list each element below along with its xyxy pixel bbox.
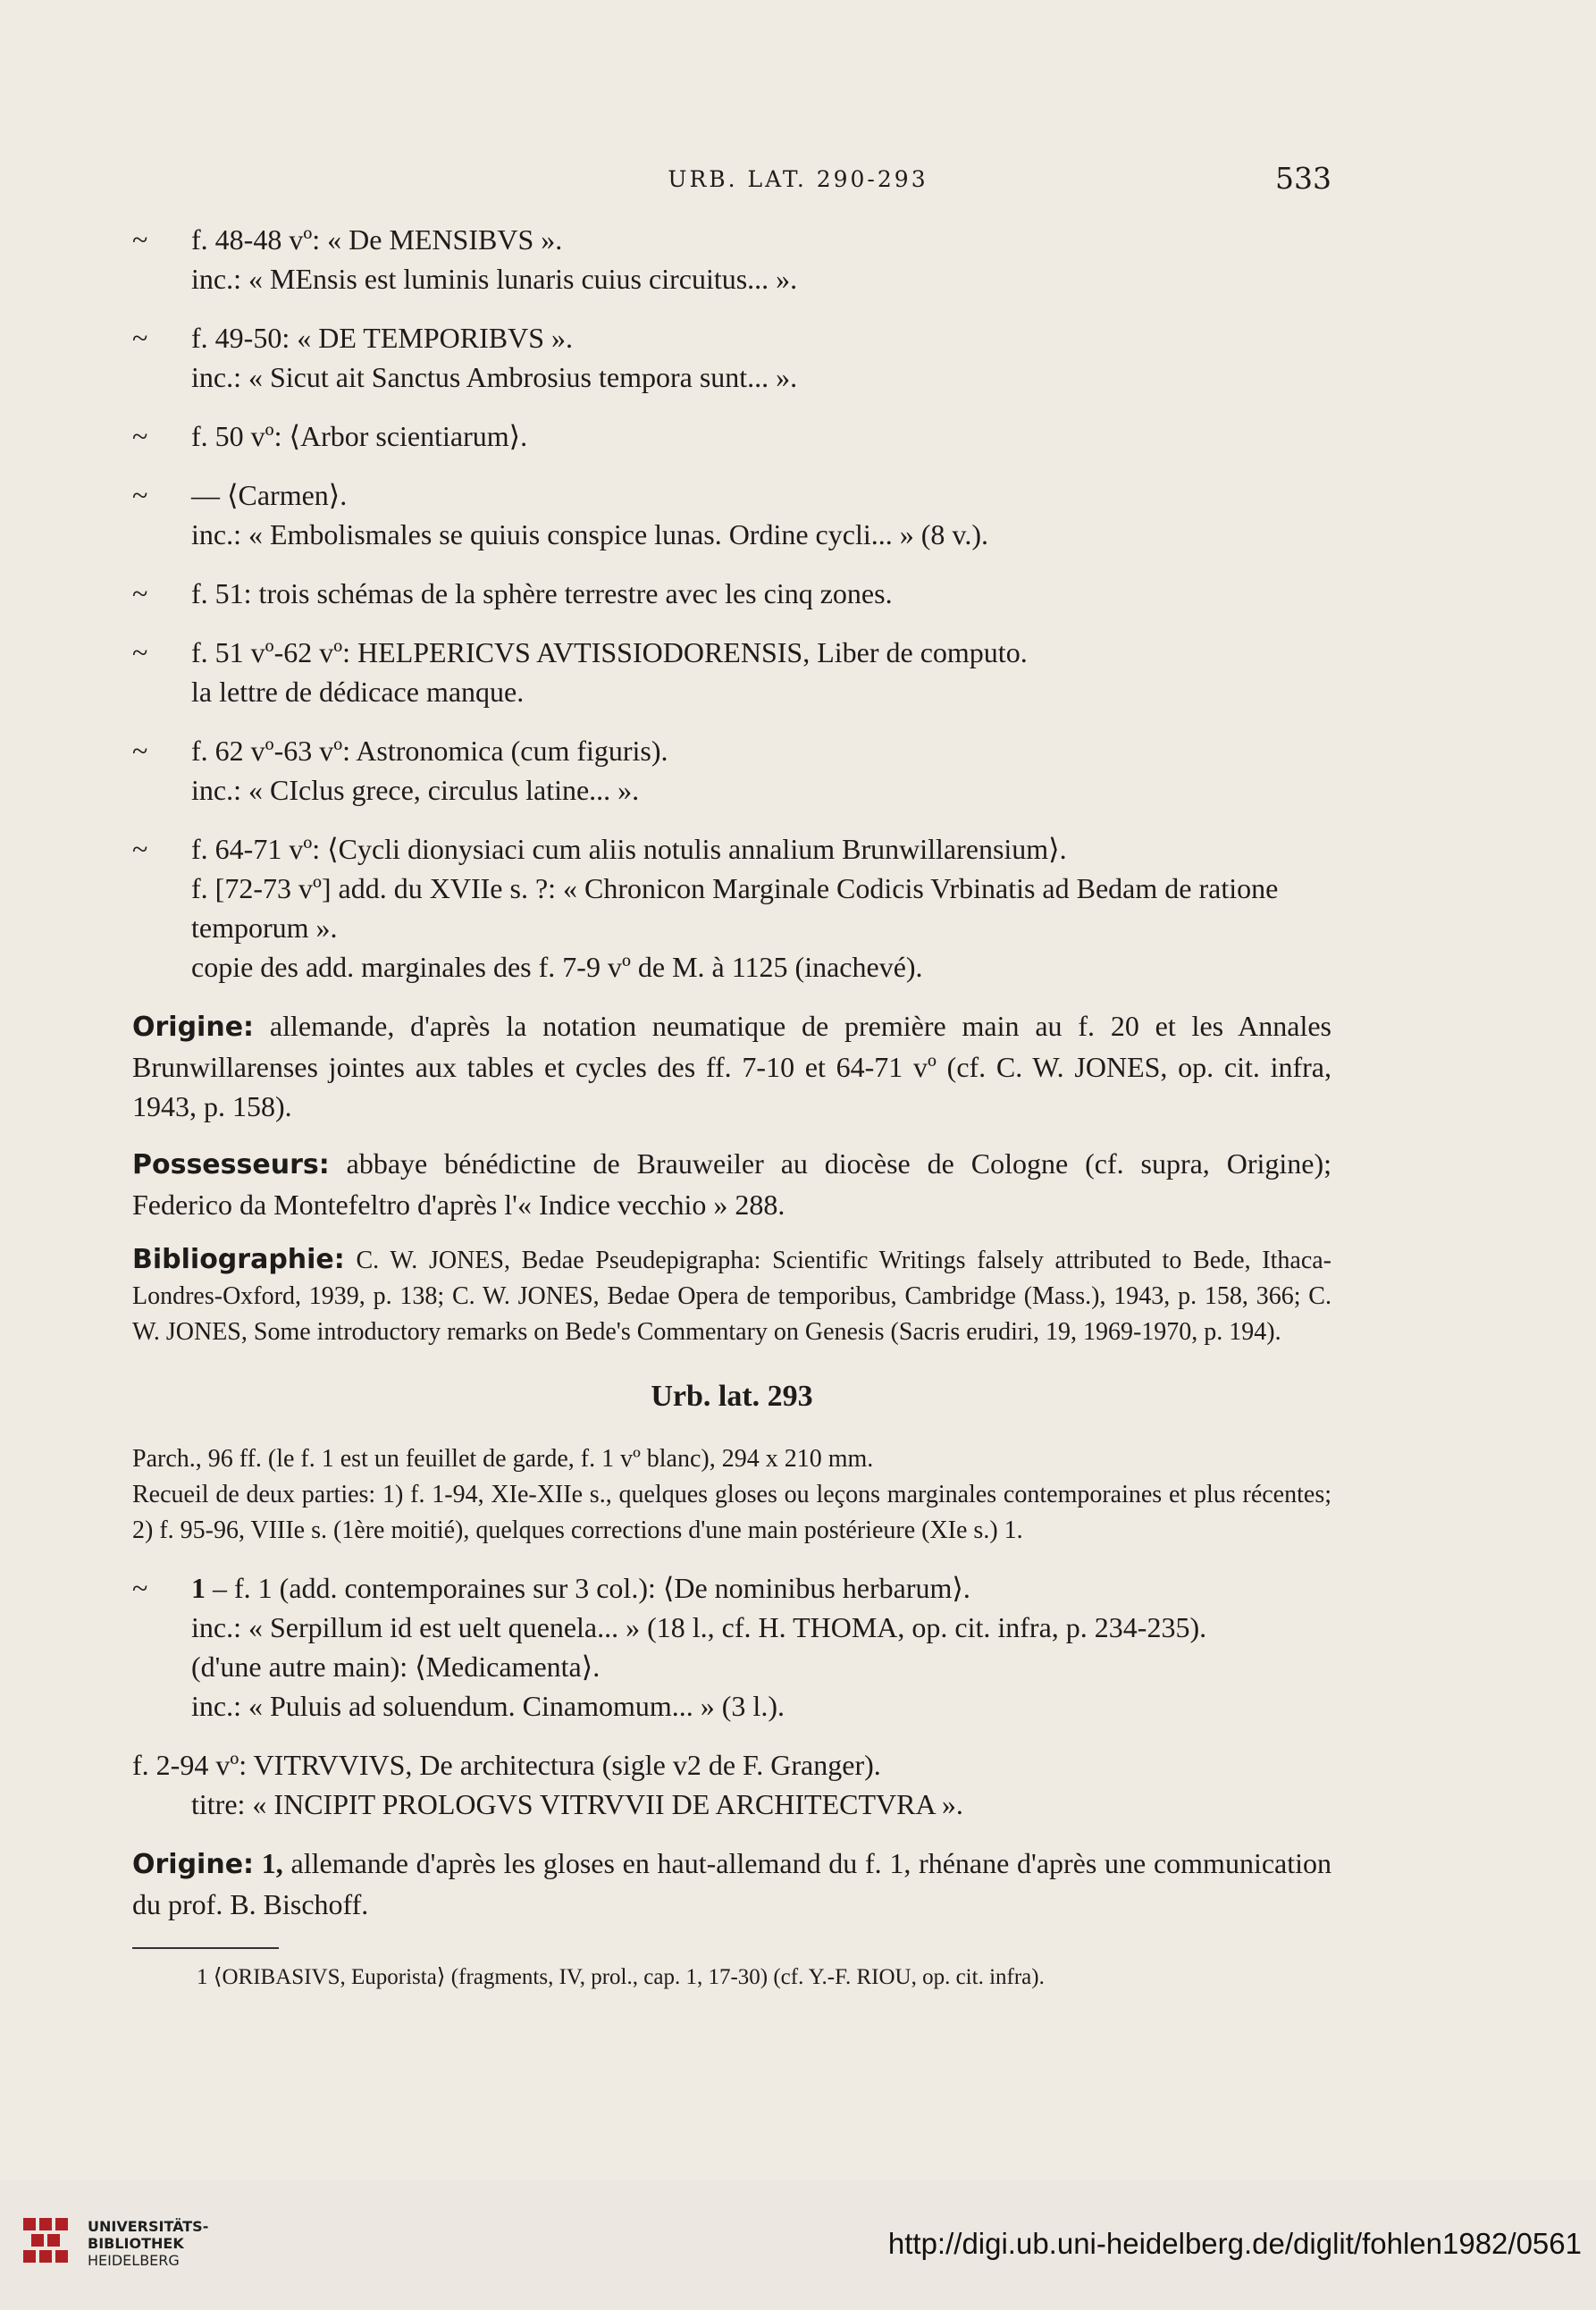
entry-f64 — [132, 829, 1331, 987]
tilde-mark: ~ — [132, 636, 148, 668]
section-heading: Urb. lat. 293 — [651, 1380, 813, 1413]
entry-f50v — [132, 416, 1331, 456]
entry-line: f. [72-73 vº] add. du XVIIe s. ?: « Chronicon Marginale Codicis Vrbinatis ad Bedam de ratione temporum ». — [191, 872, 1279, 944]
page-number: 533 — [1275, 161, 1331, 196]
logo-line: UNIVERSITÄTS- — [88, 2218, 209, 2235]
possesseurs-section — [132, 1144, 1331, 1224]
entry-line: inc.: « CIclus grece, circulus latine... ». — [191, 774, 640, 806]
entry-line: copie des add. marginales des f. 7-9 vº de M. à 1125 (inachevé). — [191, 951, 923, 983]
source-url[interactable]: http://digi.ub.uni-heidelberg.de/diglit/fohlen1982/0561 — [887, 2227, 1582, 2260]
entry-f2 — [132, 1745, 1331, 1824]
entry-line: f. 51 vº-62 vº: HELPERICVS AVTISSIODORENSIS, Liber de computo. — [191, 636, 1028, 668]
origine2-label: Origine: — [132, 1849, 255, 1880]
entry-line: — ⟨Carmen⟩. — [191, 479, 348, 511]
entry-line: f. 49-50: « DE TEMPORIBVS ». — [191, 322, 573, 354]
logo-line: HEIDELBERG — [88, 2252, 180, 2269]
entry-f51 — [132, 574, 1331, 613]
possesseurs-label: Possesseurs: — [132, 1149, 330, 1180]
tilde-mark: ~ — [132, 479, 148, 511]
entry-line: inc.: « Sicut ait Sanctus Ambrosius tempora sunt... ». — [191, 361, 798, 393]
entry-f62v — [132, 731, 1331, 810]
entry-line: f. 50 vº: ⟨Arbor scientiarum⟩. — [191, 420, 528, 452]
entry-line: inc.: « Serpillum id est uelt quenela... » (18 l., cf. H. THOMA, op. cit. infra, p. 234-235). — [191, 1611, 1207, 1643]
origine-text: allemande, d'après la notation neumatique de première main au f. 20 et les Annales Brunwillarenses jointes aux tables et cycles des ff. 7-10 et 64-71 vº (cf. C. W. JONES, op. cit. infra, 1943, p. 158). — [132, 1010, 1332, 1122]
entry-line: titre: « INCIPIT PROLOGVS VITRVVII DE ARCHITECTVRA ». — [191, 1788, 963, 1820]
bibliographie-section — [132, 1242, 1331, 1350]
entry-line-text: – f. 1 (add. contemporaines sur 3 col.): ⟨De nominibus herbarum⟩. — [213, 1572, 970, 1604]
library-logo-text — [88, 2218, 208, 2269]
entry-carmen — [132, 475, 1331, 554]
entry-line: f. 48-48 vº: « De MENSIBVS ». — [191, 223, 563, 256]
footnote-rule — [132, 1947, 279, 1949]
tilde-mark: ~ — [132, 833, 148, 865]
entry-line: (d'une autre main): ⟨Medicamenta⟩. — [191, 1651, 601, 1683]
entry-line: inc.: « Embolismales se quiuis conspice lunas. Ordine cycli... » (8 v.). — [191, 518, 988, 550]
tilde-mark: ~ — [132, 735, 148, 767]
entry-f1 — [132, 1568, 1331, 1726]
entry-line: inc.: « MEnsis est luminis lunaris cuius circuitus... ». — [191, 263, 798, 295]
entry-f51v — [132, 633, 1331, 711]
tilde-mark: ~ — [132, 420, 148, 452]
codex-contents: Recueil de deux parties: 1) f. 1-94, XIe-XIIe s., quelques gloses ou leçons marginales contemporaines et plus récentes; 2) f. 95-96, VIIIe s. (1ère moitié), quelques corrections d'une main postérieure (XIe s.) 1. — [132, 1481, 1331, 1544]
page-content — [132, 220, 1331, 1994]
possesseurs-text: abbaye bénédictine de Brauweiler au diocèse de Cologne (cf. supra, Origine); Federico da Montefeltro d'après l'« Indice vecchio » 288. — [132, 1147, 1332, 1221]
codex-description: Parch., 96 ff. (le f. 1 est un feuillet de garde, f. 1 vº blanc), 294 x 210 mm. — [132, 1445, 874, 1473]
tilde-mark: ~ — [132, 1572, 148, 1604]
tilde-mark: ~ — [132, 322, 148, 354]
running-head: URB. LAT. 290-293 — [668, 166, 928, 192]
part-number: 1 — [191, 1572, 206, 1604]
footnote: 1 ⟨ORIBASIVS, Euporista⟩ (fragments, IV, prol., cap. 1, 17-30) (cf. Y.-F. RIOU, op. cit. infra). — [197, 1965, 1045, 1989]
entry-line: f. 51: trois schémas de la sphère terrestre avec les cinq zones. — [191, 577, 893, 609]
origine2-section — [132, 1844, 1331, 1924]
entry-line: f. 64-71 vº: ⟨Cycli dionysiaci cum aliis notulis annalium Brunwillarensium⟩. — [191, 833, 1067, 865]
tilde-mark: ~ — [132, 223, 148, 256]
entry-line: la lettre de dédicace manque. — [191, 676, 525, 708]
entry-line: f. 2-94 vº: VITRVVIVS, De architectura (sigle v2 de F. Granger). — [132, 1749, 881, 1781]
logo-line: BIBLIOTHEK — [88, 2235, 184, 2252]
origine-section — [132, 1006, 1331, 1126]
bibliographie-label: Bibliographie: — [132, 1244, 345, 1275]
entry-line: f. 62 vº-63 vº: Astronomica (cum figuris). — [191, 735, 668, 767]
tilde-mark: ~ — [132, 577, 148, 609]
entry-f49 — [132, 318, 1331, 397]
bibliographie-text: C. W. JONES, Bedae Pseudepigrapha: Scientific Writings falsely attributed to Bede, Ithaca-Londres-Oxford, 1939, p. 138; C. W. JONES, Bedae Opera de temporibus, Cambridge (Mass.), 1943, p. 158, 366; C. W. JONES, Some introductory remarks on Bede's Commentary on Genesis (Sacris erudiri, 19, 1969-1970, p. 194). — [132, 1247, 1332, 1346]
origine2-text: allemande d'après les gloses en haut-allemand du f. 1, rhénane d'après une communication du prof. B. Bischoff. — [132, 1847, 1332, 1920]
origine2-number: 1, — [261, 1847, 283, 1879]
entry-line — [191, 1568, 1331, 1608]
entry-f48 — [132, 220, 1331, 298]
origine-label: Origine: — [132, 1012, 255, 1043]
entry-line: inc.: « Puluis ad soluendum. Cinamomum... » (3 l.). — [191, 1690, 785, 1722]
